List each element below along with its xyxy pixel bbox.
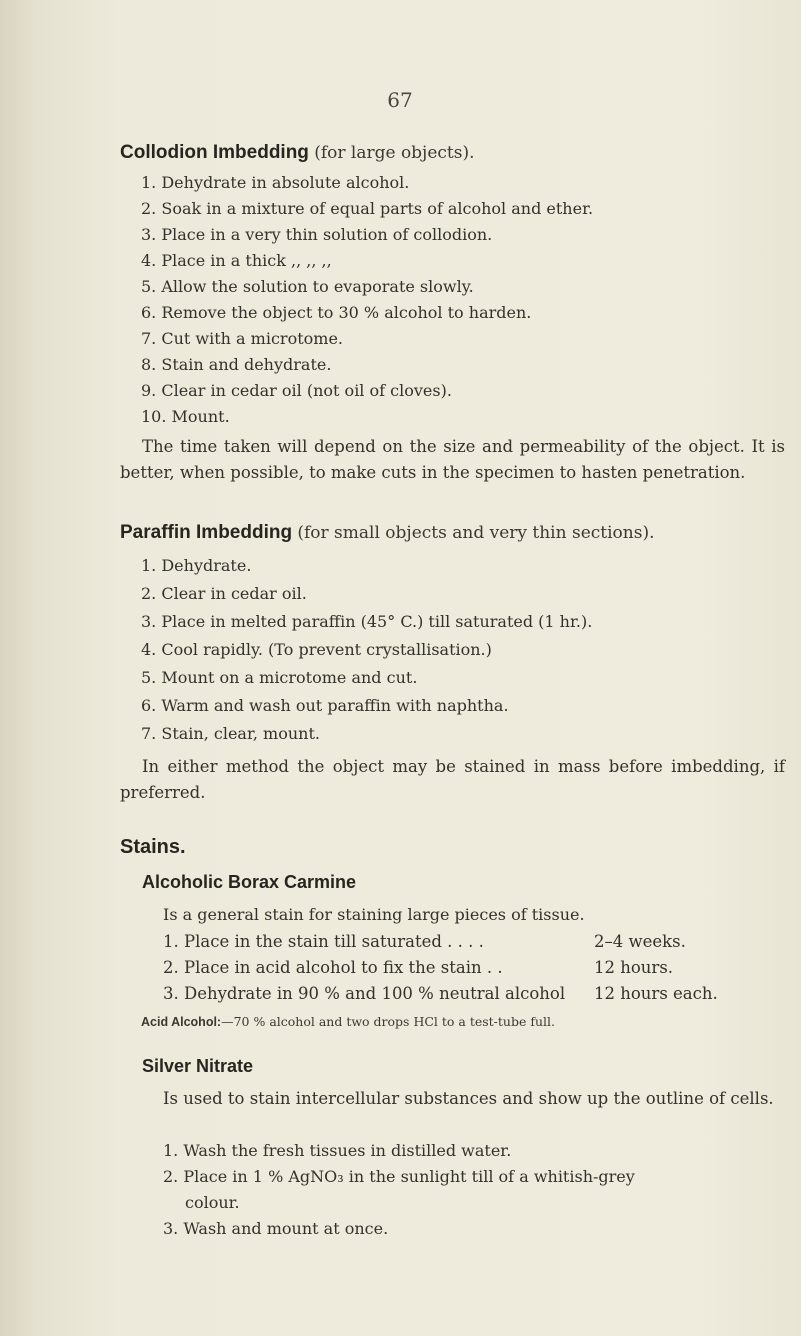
paraffin-step: 1. Dehydrate. — [141, 556, 252, 575]
acid-alcohol-text: —70 % alcohol and two drops HCl to a test-tube full. — [221, 1014, 555, 1029]
stains-heading: Stains. — [120, 836, 186, 858]
acid-alcohol-footnote — [141, 1014, 555, 1029]
collodion-step: 10. Mount. — [141, 407, 230, 426]
collodion-step: 3. Place in a very thin solution of collodion. — [141, 225, 493, 244]
collodion-step: 2. Soak in a mixture of equal parts of alcohol and ether. — [141, 199, 594, 218]
paraffin-step: 3. Place in melted paraffin (45° C.) till saturated (1 hr.). — [141, 612, 593, 631]
collodion-note: The time taken will depend on the size and permeability of the object. It is better, when possible, to make cuts in the specimen to hasten penetration. — [120, 437, 785, 482]
borax-step: 1. Place in the stain till saturated . . . . — [163, 932, 484, 951]
silver-nitrate-heading: Silver Nitrate — [142, 1056, 254, 1076]
borax-intro: Is a general stain for staining large pieces of tissue. — [163, 905, 585, 924]
collodion-step: 4. Place in a thick ,, ,, ,, — [141, 251, 332, 270]
acid-alcohol-label: Acid Alcohol: — [141, 1015, 222, 1029]
paraffin-step: 2. Clear in cedar oil. — [141, 584, 307, 603]
page-number: 67 — [387, 88, 413, 112]
paraffin-step: 5. Mount on a microtome and cut. — [141, 668, 418, 687]
paraffin-subtitle: (for small objects and very thin sections). — [297, 523, 655, 543]
collodion-step: 8. Stain and dehydrate. — [141, 355, 332, 374]
paraffin-step: 7. Stain, clear, mount. — [141, 724, 320, 743]
silver-step: 3. Wash and mount at once. — [163, 1219, 389, 1238]
silver-step: 2. Place in 1 % AgNO₃ in the sunlight till of a whitish-grey — [163, 1167, 635, 1186]
paraffin-step: 6. Warm and wash out paraffin with naphtha. — [141, 696, 509, 715]
collodion-step: 6. Remove the object to 30 % alcohol to harden. — [141, 303, 532, 322]
paraffin-note: In either method the object may be stained in mass before imbedding, if preferred. — [120, 757, 785, 802]
paraffin-title: Paraffin Imbedding — [120, 522, 293, 543]
silver-intro: Is used to stain intercellular substances and show up the outline of cells. — [163, 1089, 774, 1108]
silver-step: 1. Wash the fresh tissues in distilled water. — [163, 1141, 512, 1160]
borax-step: 3. Dehydrate in 90 % and 100 % neutral alcohol — [163, 984, 566, 1003]
collodion-step: 7. Cut with a microtome. — [141, 329, 343, 348]
paraffin-heading — [120, 522, 655, 544]
collodion-step: 1. Dehydrate in absolute alcohol. — [141, 173, 410, 192]
borax-time: 2–4 weeks. — [594, 932, 686, 951]
borax-step: 2. Place in acid alcohol to fix the stain . . — [163, 958, 503, 977]
collodion-step: 9. Clear in cedar oil (not oil of cloves). — [141, 381, 452, 400]
borax-time: 12 hours. — [594, 958, 674, 977]
collodion-subtitle: (for large objects). — [314, 143, 475, 163]
borax-time: 12 hours each. — [594, 984, 718, 1003]
collodion-step: 5. Allow the solution to evaporate slowly. — [141, 277, 474, 296]
paraffin-step: 4. Cool rapidly. (To prevent crystallisation.) — [141, 640, 492, 659]
silver-step-continued: colour. — [185, 1193, 240, 1212]
collodion-heading — [120, 142, 475, 164]
collodion-title: Collodion Imbedding — [120, 142, 309, 163]
borax-carmine-heading: Alcoholic Borax Carmine — [142, 872, 357, 892]
